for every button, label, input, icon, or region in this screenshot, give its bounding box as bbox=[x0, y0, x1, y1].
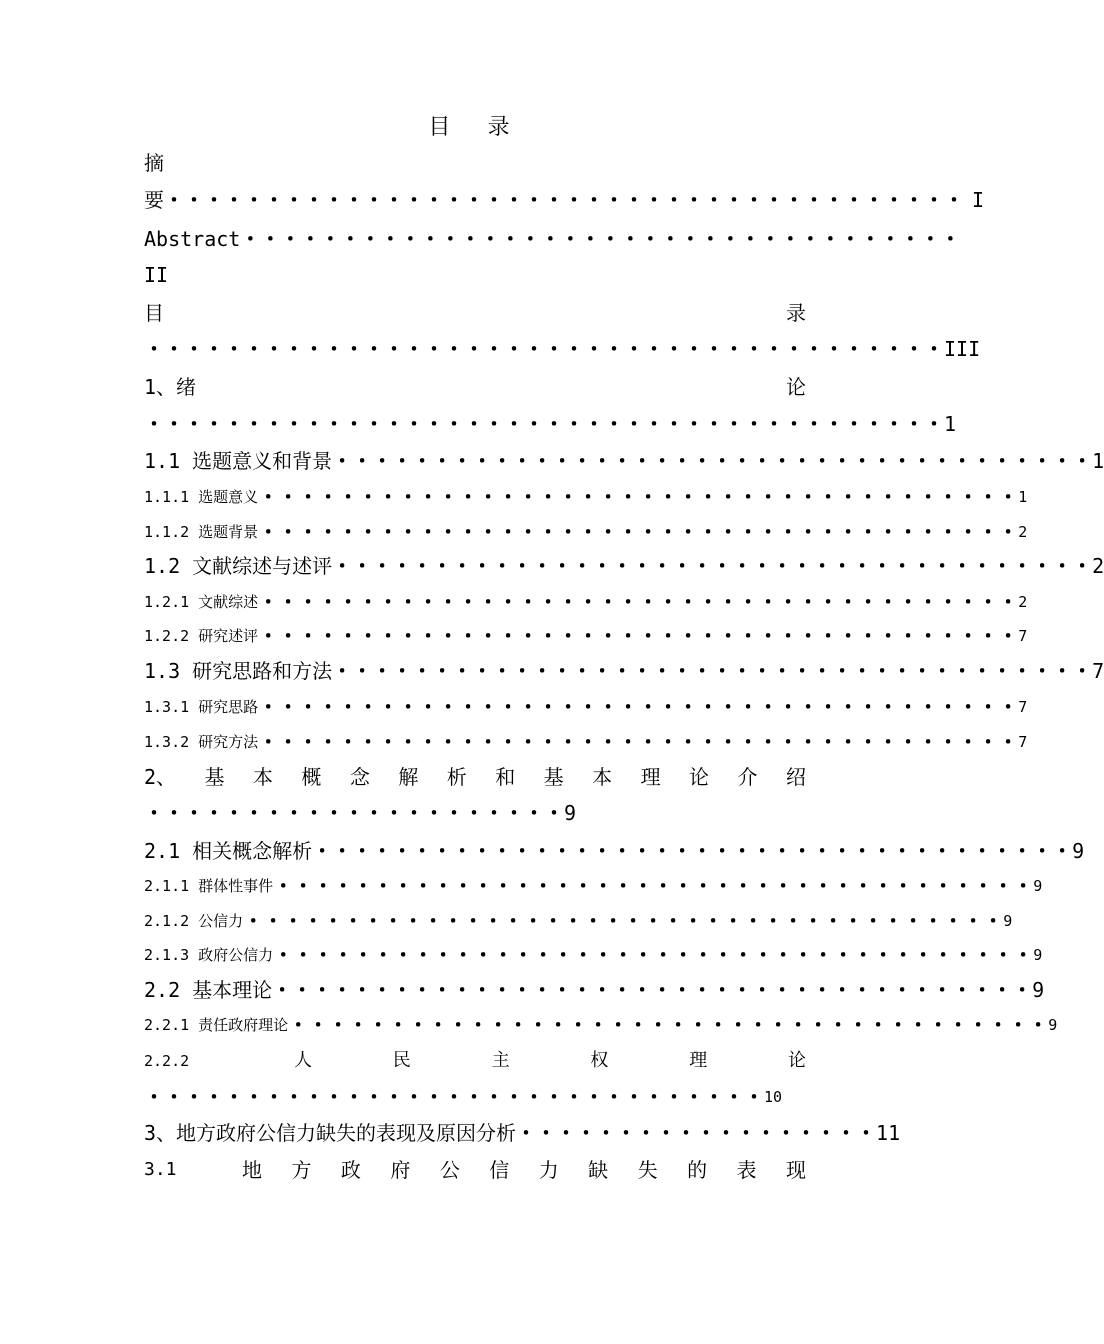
toc-entry-3-1[interactable] bbox=[144, 1155, 806, 1185]
leader-dots: ・・・・・・・・・・・・・・・・・・・・・・・・・・・・・・・・・・・・・・ bbox=[258, 590, 1019, 614]
entry-label: 2.1.1 群体性事件 bbox=[144, 877, 274, 895]
entry-label: 1.2.1 文献综述 bbox=[144, 593, 259, 611]
entry-label: 1.3 研究思路和方法 bbox=[144, 659, 333, 683]
entry-label: 2.2 基本理论 bbox=[144, 978, 273, 1002]
page-number: 9 bbox=[1072, 839, 1085, 863]
entry-label: 1.2 文献综述与述评 bbox=[144, 554, 333, 578]
label-char: 缺 bbox=[588, 1158, 609, 1182]
entry-label: 1.3.2 研究方法 bbox=[144, 733, 259, 751]
label-char: 基 bbox=[543, 765, 564, 789]
toc-entry-2-2[interactable] bbox=[144, 975, 1045, 1005]
toc-entry-1-1[interactable] bbox=[144, 446, 1104, 476]
label-char: 理 bbox=[640, 765, 661, 789]
page-number: 9 bbox=[1033, 946, 1043, 964]
entry-label: 1.1.2 选题背景 bbox=[144, 523, 259, 541]
label-char: 地 bbox=[242, 1158, 262, 1182]
page-number: II bbox=[144, 263, 169, 287]
toc-entry-2-1[interactable] bbox=[144, 836, 1085, 866]
entry-label: 2.2.1 责任政府理论 bbox=[144, 1016, 289, 1034]
leader-dots: ・・・・・・・・・・・・・・・・・・・・・・・・・・・・・・・・・・・・・・ bbox=[258, 730, 1019, 754]
label-char: 2、 bbox=[144, 765, 177, 789]
label-char: 基 bbox=[204, 765, 225, 789]
label-char: 本 bbox=[252, 765, 273, 789]
toc-entry-2-2-2-page-line bbox=[144, 1082, 806, 1112]
entry-label-left: 目 bbox=[144, 301, 164, 325]
entry-label: 2.1.3 政府公信力 bbox=[144, 946, 274, 964]
page-number: 9 bbox=[564, 801, 577, 825]
toc-entry-1-1-2[interactable] bbox=[144, 517, 1028, 547]
toc-entry-abstract-cn-line2[interactable] bbox=[144, 185, 985, 215]
entry-label: 2.1.2 公信力 bbox=[144, 912, 244, 930]
page-number: 7 bbox=[1018, 627, 1028, 645]
leader-dots: ・・・・・・・・・・・・・・・・・・・・・・・・・・・・・・・ bbox=[144, 1085, 764, 1109]
leader-dots: ・・・・・・・・・・・・・・・・・・・・・・・・・・・・・・・・・・・・・・・・ bbox=[164, 188, 964, 212]
toc-entry-2-1-1[interactable] bbox=[144, 871, 1043, 901]
toc-entry-1-3-1[interactable] bbox=[144, 692, 1028, 722]
entry-number: 2.2.2 bbox=[144, 1052, 190, 1070]
label-char: 析 bbox=[446, 765, 467, 789]
entry-label: Abstract bbox=[144, 227, 241, 251]
leader-dots: ・・・・・・・・・・・・・・・・・・・・・・・・・・・・・・・・・・・・ bbox=[240, 227, 961, 251]
toc-entry-toc[interactable] bbox=[144, 298, 806, 328]
label-char: 绍 bbox=[785, 765, 806, 789]
label-char: 权 bbox=[590, 1050, 609, 1071]
page-number: 9 bbox=[1048, 1016, 1058, 1034]
toc-entry-2-2-1[interactable] bbox=[144, 1010, 1058, 1040]
toc-entry-ch1[interactable] bbox=[144, 372, 806, 402]
entry-number: 3.1 bbox=[144, 1159, 177, 1180]
entry-label: 要 bbox=[144, 188, 164, 212]
label-char: 力 bbox=[538, 1158, 559, 1182]
label-char: 信 bbox=[489, 1158, 510, 1182]
page-number: 1 bbox=[944, 412, 957, 436]
entry-label: 2.1 相关概念解析 bbox=[144, 839, 313, 863]
leader-dots: ・・・・・・・・・・・・・・・・・・ bbox=[516, 1121, 877, 1145]
label-char: 念 bbox=[349, 765, 370, 789]
toc-entry-abstract-en[interactable] bbox=[144, 224, 961, 254]
leader-dots: ・・・・・・・・・・・・・・・・・・・・・・・・・・・・・・・・・・・・・・ bbox=[258, 520, 1019, 544]
label-char: 府 bbox=[390, 1158, 411, 1182]
label-char: 方 bbox=[291, 1158, 312, 1182]
toc-entry-ch2-page-line bbox=[144, 798, 806, 828]
toc-entry-ch1-page-line bbox=[144, 409, 957, 439]
label-char: 解 bbox=[398, 765, 419, 789]
toc-entry-1-1-1[interactable] bbox=[144, 482, 1028, 512]
page-number: 11 bbox=[876, 1121, 901, 1145]
leader-dots: ・・・・・・・・・・・・・・・・・・・・・・・・・・・・・・・・・・・・・・ bbox=[288, 1013, 1049, 1037]
page-number: 9 bbox=[1003, 912, 1013, 930]
toc-entry-1-2-2[interactable] bbox=[144, 621, 1028, 651]
entry-label-right: 论 bbox=[786, 375, 806, 399]
label-char: 本 bbox=[592, 765, 613, 789]
toc-entry-2-2-2[interactable] bbox=[144, 1046, 806, 1076]
toc-entry-abstract-en-page-line bbox=[144, 260, 806, 290]
entry-label: 1.2.2 研究述评 bbox=[144, 627, 259, 645]
label-char: 介 bbox=[737, 765, 758, 789]
label-char: 论 bbox=[689, 765, 710, 789]
label-char: 理 bbox=[689, 1050, 708, 1071]
page-number: 9 bbox=[1032, 978, 1045, 1002]
entry-label-right: 录 bbox=[786, 301, 806, 325]
entry-label: 1.1 选题意义和背景 bbox=[144, 449, 333, 473]
toc-entry-ch2[interactable] bbox=[144, 762, 806, 792]
label-char: 人 bbox=[294, 1050, 312, 1071]
leader-dots: ・・・・・・・・・・・・・・・・・・・・・・・・・・・・・・・・・・・・・・ bbox=[272, 978, 1033, 1002]
page-number: 10 bbox=[764, 1088, 783, 1106]
page-number: 2 bbox=[1018, 593, 1028, 611]
leader-dots: ・・・・・・・・・・・・・・・・・・・・・・・・・・・・・・・・・・・・・・ bbox=[258, 624, 1019, 648]
toc-entry-abstract-cn-line1[interactable] bbox=[144, 148, 806, 178]
label-char: 政 bbox=[340, 1158, 361, 1182]
leader-dots: ・・・・・・・・・・・・・・・・・・・・・・・・・・・・・・・・・・・・・・ bbox=[258, 485, 1019, 509]
toc-entry-2-1-2[interactable] bbox=[144, 906, 1013, 936]
entry-label-spread bbox=[294, 1046, 806, 1076]
leader-dots: ・・・・・・・・・・・・・・・・・・・・・・・・・・・・・・・・・・・・・・ bbox=[332, 554, 1093, 578]
entry-label-spread bbox=[242, 1155, 806, 1185]
label-char: 失 bbox=[637, 1158, 658, 1182]
label-char: 主 bbox=[491, 1050, 510, 1071]
entry-label: 1.1.1 选题意义 bbox=[144, 488, 259, 506]
leader-dots: ・・・・・・・・・・・・・・・・・・・・・・・・・・・・・・・・・・・・・・・・ bbox=[144, 412, 944, 436]
page-number: 2 bbox=[1018, 523, 1028, 541]
label-char: 公 bbox=[439, 1158, 460, 1182]
entry-label: 3、地方政府公信力缺失的表现及原因分析 bbox=[144, 1121, 517, 1145]
toc-entry-1-2-1[interactable] bbox=[144, 587, 1028, 617]
label-char: 民 bbox=[392, 1050, 411, 1071]
page-number: 2 bbox=[1092, 554, 1104, 578]
leader-dots: ・・・・・・・・・・・・・・・・・・・・・・・・・・・・・・・・・・・・・・ bbox=[273, 874, 1034, 898]
leader-dots: ・・・・・・・・・・・・・・・・・・・・・・・・・・・・・・・・・・・・・・ bbox=[243, 909, 1004, 933]
page-number: 1 bbox=[1092, 449, 1104, 473]
toc-title: 目 录 bbox=[428, 115, 522, 140]
toc-entry-1-3-2[interactable] bbox=[144, 727, 1028, 757]
leader-dots: ・・・・・・・・・・・・・・・・・・・・・・・・・・・・・・・・・・・・・・・・ bbox=[144, 337, 944, 361]
leader-dots: ・・・・・・・・・・・・・・・・・・・・・・・・・・・・・・・・・・・・・・ bbox=[273, 943, 1034, 967]
leader-dots: ・・・・・・・・・・・・・・・・・・・・・ bbox=[144, 801, 564, 825]
entry-label-left: 1、绪 bbox=[144, 375, 197, 399]
toc-entry-2-1-3[interactable] bbox=[144, 940, 1043, 970]
toc-entry-1-2[interactable] bbox=[144, 551, 1104, 581]
page-number: 7 bbox=[1092, 659, 1104, 683]
toc-entry-ch3[interactable] bbox=[144, 1118, 901, 1148]
leader-dots: ・・・・・・・・・・・・・・・・・・・・・・・・・・・・・・・・・・・・・・ bbox=[312, 839, 1073, 863]
label-char: 和 bbox=[495, 765, 516, 789]
entry-label-spread bbox=[144, 762, 806, 792]
page-number: I bbox=[971, 188, 985, 212]
label-char: 论 bbox=[787, 1050, 806, 1071]
label-char: 现 bbox=[785, 1158, 806, 1182]
leader-dots: ・・・・・・・・・・・・・・・・・・・・・・・・・・・・・・・・・・・・・・ bbox=[332, 449, 1093, 473]
label-char: 概 bbox=[301, 765, 322, 789]
page-number: 1 bbox=[1018, 488, 1028, 506]
leader-dots: ・・・・・・・・・・・・・・・・・・・・・・・・・・・・・・・・・・・・・・ bbox=[258, 695, 1019, 719]
label-char: 的 bbox=[687, 1158, 708, 1182]
page-number: III bbox=[944, 337, 981, 361]
page-number: 7 bbox=[1018, 698, 1028, 716]
page-number: 9 bbox=[1033, 877, 1043, 895]
label-char: 表 bbox=[736, 1158, 757, 1182]
toc-entry-1-3[interactable] bbox=[144, 656, 1104, 686]
entry-label: 1.3.1 研究思路 bbox=[144, 698, 259, 716]
toc-entry-toc-page-line bbox=[144, 334, 981, 364]
page-number: 7 bbox=[1018, 733, 1028, 751]
leader-dots: ・・・・・・・・・・・・・・・・・・・・・・・・・・・・・・・・・・・・・・ bbox=[332, 659, 1093, 683]
entry-label: 摘 bbox=[144, 151, 164, 175]
